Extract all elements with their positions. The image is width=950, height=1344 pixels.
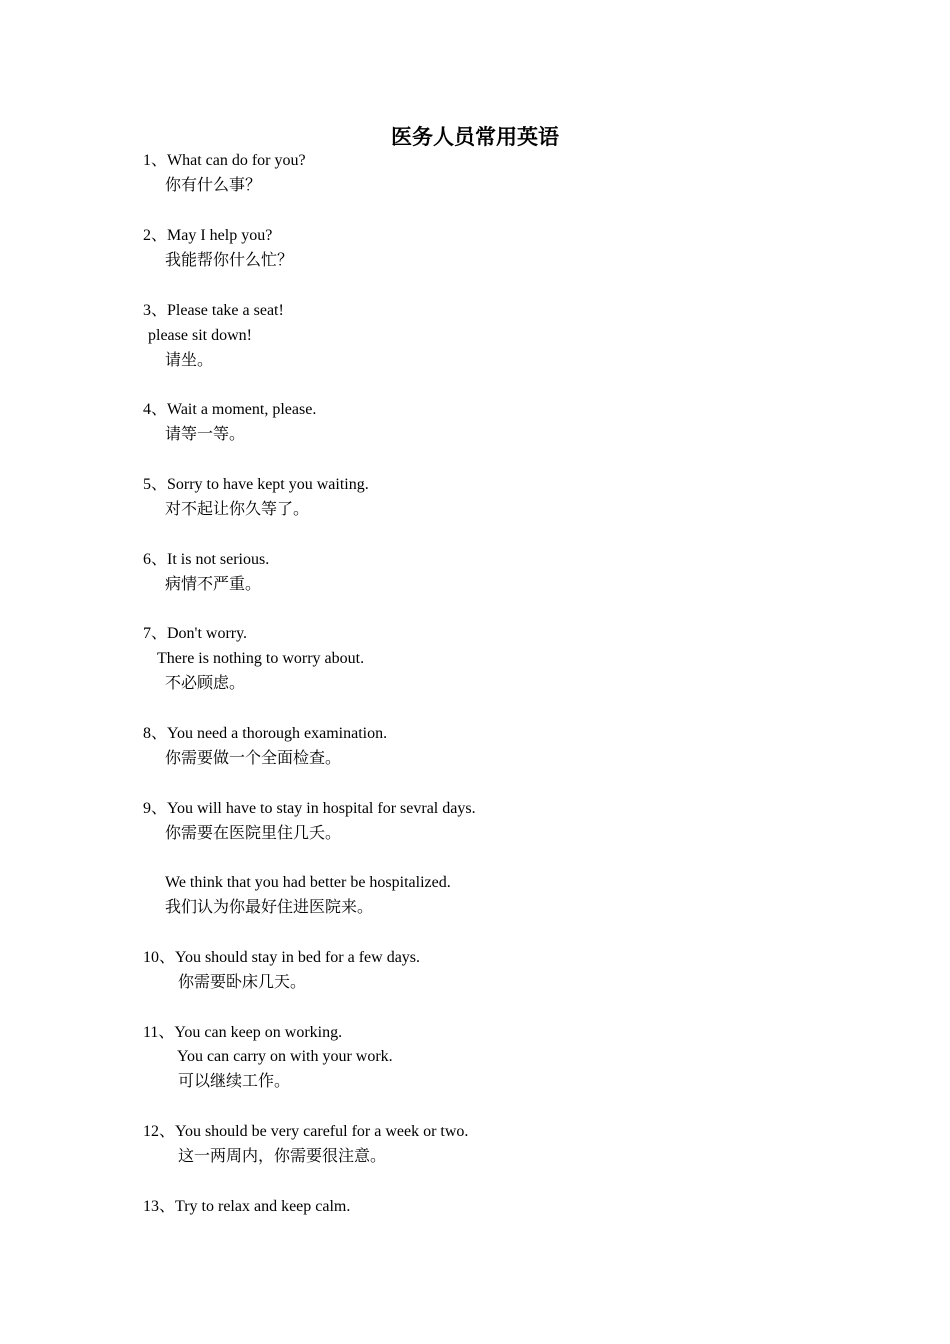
item-6-chinese: 病情不严重。 [165, 576, 262, 593]
item-3-english: 3、Please take a seat! [143, 302, 284, 319]
item-8-english: 8、You need a thorough examination. [143, 725, 388, 742]
item-9-english: 9、You will have to stay in hospital for sevral days. [143, 800, 476, 817]
item-11-english: 11、You can keep on working. [143, 1024, 343, 1041]
item-2-chinese: 我能帮你什么忙？ [165, 252, 294, 269]
item-6-english: 6、It is not serious. [143, 551, 270, 568]
item-7-alt-english: There is nothing to worry about. [157, 650, 365, 667]
item-13-english: 13、Try to relax and keep calm. [143, 1198, 351, 1215]
item-8-chinese: 你需要做一个全面检查。 [165, 750, 342, 767]
item-7-english: 7、Don't worry. [143, 625, 248, 642]
item-3-alt-english: please sit down! [148, 327, 252, 344]
item-7-chinese: 不必顾虑。 [165, 675, 246, 692]
item-1-chinese: 你有什么事？ [165, 177, 262, 194]
item-5-english: 5、Sorry to have kept you waiting. [143, 476, 369, 493]
page-title: 医务人员常用英语 [391, 125, 559, 149]
item-10-english: 10、You should stay in bed for a few days. [143, 949, 421, 966]
item-4-chinese: 请等一等。 [165, 426, 246, 443]
item-12-chinese: 这一两周内，你需要很注意。 [178, 1148, 387, 1165]
item-10-chinese: 你需要卧床几天。 [178, 974, 307, 991]
item-1-english: 1、What can do for you? [143, 152, 306, 169]
item-9-chinese: 你需要在医院里住几夭。 [165, 825, 342, 842]
item-2-english: 2、May I help you? [143, 227, 273, 244]
item-9-extra-english: We think that you had better be hospitalized. [165, 874, 451, 891]
item-12-english: 12、You should be very careful for a week or two. [143, 1123, 469, 1140]
item-4-english: 4、Wait a moment, please. [143, 401, 317, 418]
item-11-chinese: 可以继续工作。 [178, 1073, 291, 1090]
item-11-alt-english: You can carry on with your work. [177, 1048, 393, 1065]
item-9-extra-chinese: 我们认为你最好住进医院来。 [165, 899, 374, 916]
item-5-chinese: 对不起让你久等了。 [165, 501, 310, 518]
item-3-chinese: 请坐。 [165, 352, 214, 369]
